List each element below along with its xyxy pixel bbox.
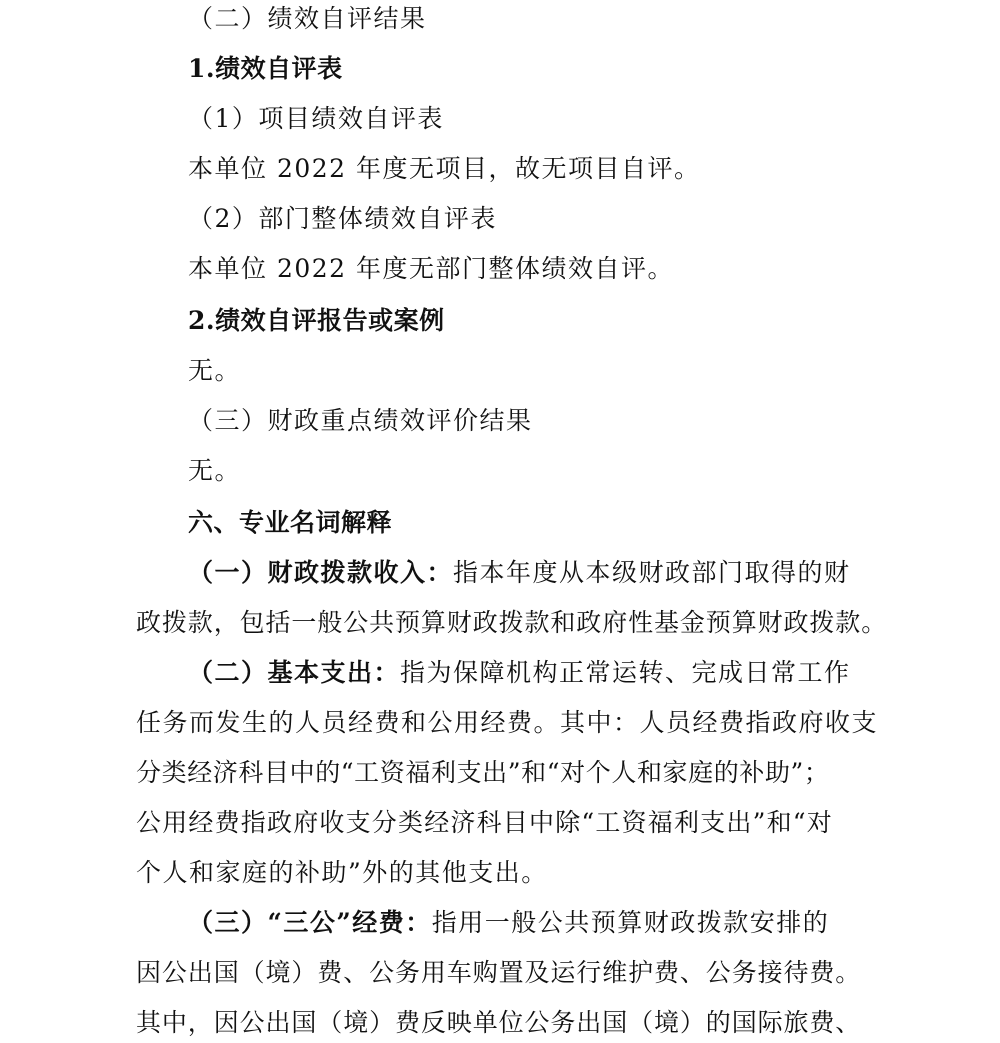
definition-text: 指用一般公共预算财政拨款安排的: [431, 908, 830, 937]
definition-term: （三）“三公”经费：: [188, 908, 432, 937]
section-heading-glossary: 六、专业名词解释: [188, 508, 393, 537]
definition-continuation: 政拨款，包括一般公共预算财政拨款和政府性基金预算财政拨款。: [136, 608, 888, 637]
definition-fiscal-appropriation: [188, 556, 851, 590]
definition-text: 指本年度从本级财政部门取得的财: [453, 558, 851, 587]
definition-continuation: 因公出国（境）费、公务用车购置及运行维护费、公务接待费。: [136, 958, 862, 987]
definition-continuation: 分类经济科目中的“工资福利支出”和“对个人和家庭的补助”；: [136, 758, 830, 787]
definition-basic-expenditure: [188, 656, 851, 690]
definition-continuation: 公用经费指政府收支分类经济科目中除“工资福利支出”和“对: [136, 808, 833, 837]
item-department-self-evaluation: （2）部门整体绩效自评表: [188, 204, 497, 233]
item-project-self-evaluation: （1）项目绩效自评表: [188, 104, 444, 133]
definition-term: （一）财政拨款收入：: [188, 558, 454, 587]
definition-three-public-expenses: [188, 906, 829, 940]
definition-term: （二）基本支出：: [188, 658, 401, 687]
definition-text: 指为保障机构正常运转、完成日常工作: [400, 658, 851, 687]
heading-self-evaluation-report: 2.绩效自评报告或案例: [188, 306, 445, 335]
subsection-heading-performance-results: （二）绩效自评结果: [188, 4, 427, 33]
paragraph-no-project: 本单位 2022 年度无项目，故无项目自评。: [188, 154, 701, 183]
definition-continuation: 任务而发生的人员经费和公用经费。其中：人员经费指政府收支: [136, 708, 879, 737]
definition-continuation: 其中，因公出国（境）费反映单位公务出国（境）的国际旅费、: [136, 1008, 862, 1037]
subsection-heading-key-evaluation: （三）财政重点绩效评价结果: [188, 406, 533, 435]
paragraph-no-department-evaluation: 本单位 2022 年度无部门整体绩效自评。: [188, 254, 675, 283]
paragraph-none-2: 无。: [188, 456, 242, 485]
paragraph-none-1: 无。: [188, 356, 242, 385]
heading-self-evaluation-table: 1.绩效自评表: [188, 54, 343, 83]
definition-continuation: 个人和家庭的补助”外的其他支出。: [136, 858, 548, 887]
